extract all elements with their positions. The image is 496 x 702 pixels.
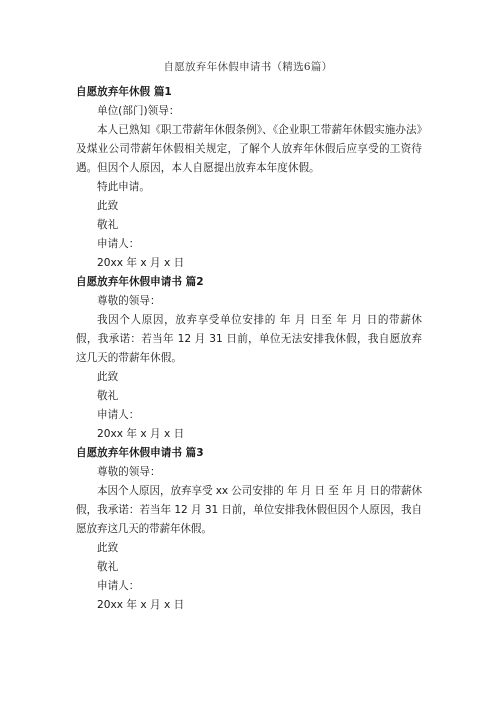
date-line: 20xx 年 x 月 x 日 xyxy=(97,257,185,269)
closing-line-1: 此致 xyxy=(97,371,119,383)
applicant-line: 申请人： xyxy=(97,409,140,421)
section-1 xyxy=(76,83,422,273)
closing-line-2: 敬礼 xyxy=(97,390,119,402)
applicant-line: 申请人： xyxy=(97,238,140,250)
section-heading: 自愿放弃年休假申请书 篇3 xyxy=(76,447,204,459)
closing-line-2: 敬礼 xyxy=(97,219,119,231)
applicant-line: 申请人： xyxy=(97,580,140,592)
date-line: 20xx 年 x 月 x 日 xyxy=(97,599,185,611)
closing-note: 特此申请。 xyxy=(97,181,150,193)
section-2 xyxy=(76,273,422,444)
body-paragraph: 我因个人原因，放弃享受单位安排的 年 月 日至 年 月 日的带薪休假，我承诺：若当年 12 月 31 日前，单位无法安排我休假，我自愿放弃这几天的带薪年休假。 xyxy=(76,314,422,364)
closing-line-1: 此致 xyxy=(97,542,119,554)
date-line: 20xx 年 x 月 x 日 xyxy=(97,428,185,440)
section-heading: 自愿放弃年休假 篇1 xyxy=(76,86,172,98)
document-title: 自愿放弃年休假申请书（精选6篇） xyxy=(163,61,333,73)
salutation: 尊敬的领导： xyxy=(97,295,161,307)
body-paragraph: 本因个人原因，放弃享受 xx 公司安排的 年 月 日 至 年 月 日的带薪休假，我承诺：若当年 12 月 31 日前，单位安排我休假但因个人原因，我自愿放弃这几天的带薪年休假。 xyxy=(76,485,422,535)
document-body xyxy=(76,83,422,615)
body-paragraph: 本人已熟知《职工带薪年休假条例》、《企业职工带薪年休假实施办法》及煤业公司带薪年休假相关规定，了解个人放弃年休假后应享受的工资待遇。但因个人原因，本人自愿提出放弃本年度休假。 xyxy=(76,124,422,174)
closing-line-1: 此致 xyxy=(97,200,119,212)
closing-line-2: 敬礼 xyxy=(97,561,119,573)
salutation: 单位(部门)领导： xyxy=(97,105,180,117)
salutation: 尊敬的领导： xyxy=(97,466,161,478)
section-heading: 自愿放弃年休假申请书 篇2 xyxy=(76,276,204,288)
section-3 xyxy=(76,444,422,615)
